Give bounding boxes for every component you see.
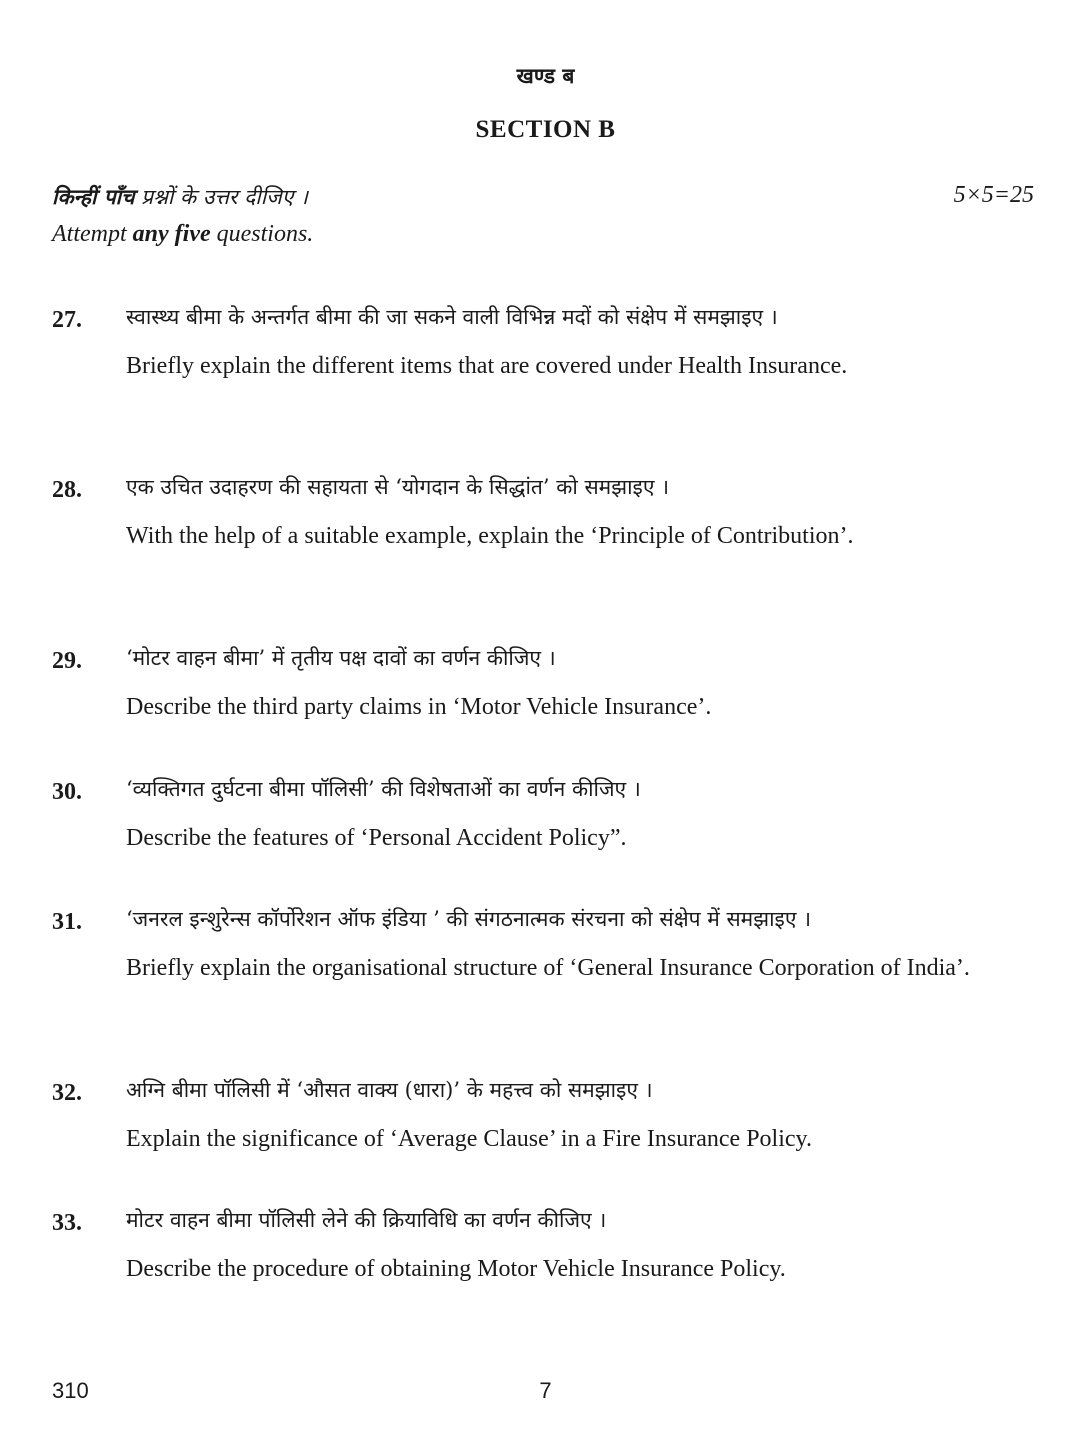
question-text-hindi: अग्नि बीमा पॉलिसी में ‘औसत वाक्य (धारा)’ के महत्त्व को समझाइए ।	[126, 1078, 653, 1102]
question-number: 29.	[52, 648, 82, 674]
page-number: 7	[539, 1378, 552, 1403]
question-number: 32.	[52, 1080, 82, 1106]
question-text-hindi: एक उचित उदाहरण की सहायता से ‘योगदान के सिद्धांत’ को समझाइए ।	[126, 475, 670, 499]
section-title-hindi: खण्ड ब	[516, 63, 575, 88]
question-number: 31.	[52, 909, 82, 935]
instruction-english-pre: Attempt	[52, 221, 133, 247]
question-text-english: Describe the procedure of obtaining Motor Vehicle Insurance Policy.	[126, 1256, 786, 1282]
question-text-hindi: स्वास्थ्य बीमा के अन्तर्गत बीमा की जा सकने वाली विभिन्न मदों को संक्षेप में समझाइए ।	[126, 305, 778, 329]
question-text-english: Briefly explain the organisational structure of ‘General Insurance Corporation of India’.	[126, 955, 970, 981]
instruction-hindi-rest: प्रश्नों के उत्तर दीजिए ।	[134, 185, 308, 209]
question-text-english: Describe the features of ‘Personal Accident Policy”.	[126, 825, 627, 851]
question-number: 30.	[52, 779, 82, 805]
instruction-hindi-bold: किन्हीं पाँच	[52, 184, 135, 209]
instruction-english	[52, 221, 313, 248]
question-text-hindi: मोटर वाहन बीमा पॉलिसी लेने की क्रियाविधि का वर्णन कीजिए ।	[126, 1208, 607, 1232]
question-text-hindi: ‘जनरल इन्शुरेन्स कॉर्पोरेशन ऑफ इंडिया ’ की संगठनात्मक संरचना को संक्षेप में समझाइए ।	[126, 907, 812, 931]
section-title-english: SECTION B	[475, 116, 616, 143]
question-number: 33.	[52, 1210, 82, 1236]
question-text-hindi: ‘मोटर वाहन बीमा’ में तृतीय पक्ष दावों का वर्णन कीजिए ।	[126, 646, 556, 670]
section-marks: 5×5=25	[953, 182, 1034, 208]
question-text-english: With the help of a suitable example, explain the ‘Principle of Contribution’.	[126, 523, 854, 549]
question-number: 28.	[52, 477, 82, 503]
paper-code: 310	[52, 1378, 89, 1403]
instruction-hindi	[52, 183, 308, 211]
question-text-english: Explain the significance of ‘Average Clause’ in a Fire Insurance Policy.	[126, 1126, 812, 1152]
question-text-english: Briefly explain the different items that are covered under Health Insurance.	[126, 353, 848, 379]
instruction-english-bold: any five	[132, 221, 211, 247]
question-text-english: Describe the third party claims in ‘Motor Vehicle Insurance’.	[126, 694, 712, 720]
instruction-english-post: questions.	[210, 221, 314, 247]
question-text-hindi: ‘व्यक्तिगत दुर्घटना बीमा पॉलिसी’ की विशेषताओं का वर्णन कीजिए ।	[126, 777, 641, 801]
question-number: 27.	[52, 307, 82, 333]
